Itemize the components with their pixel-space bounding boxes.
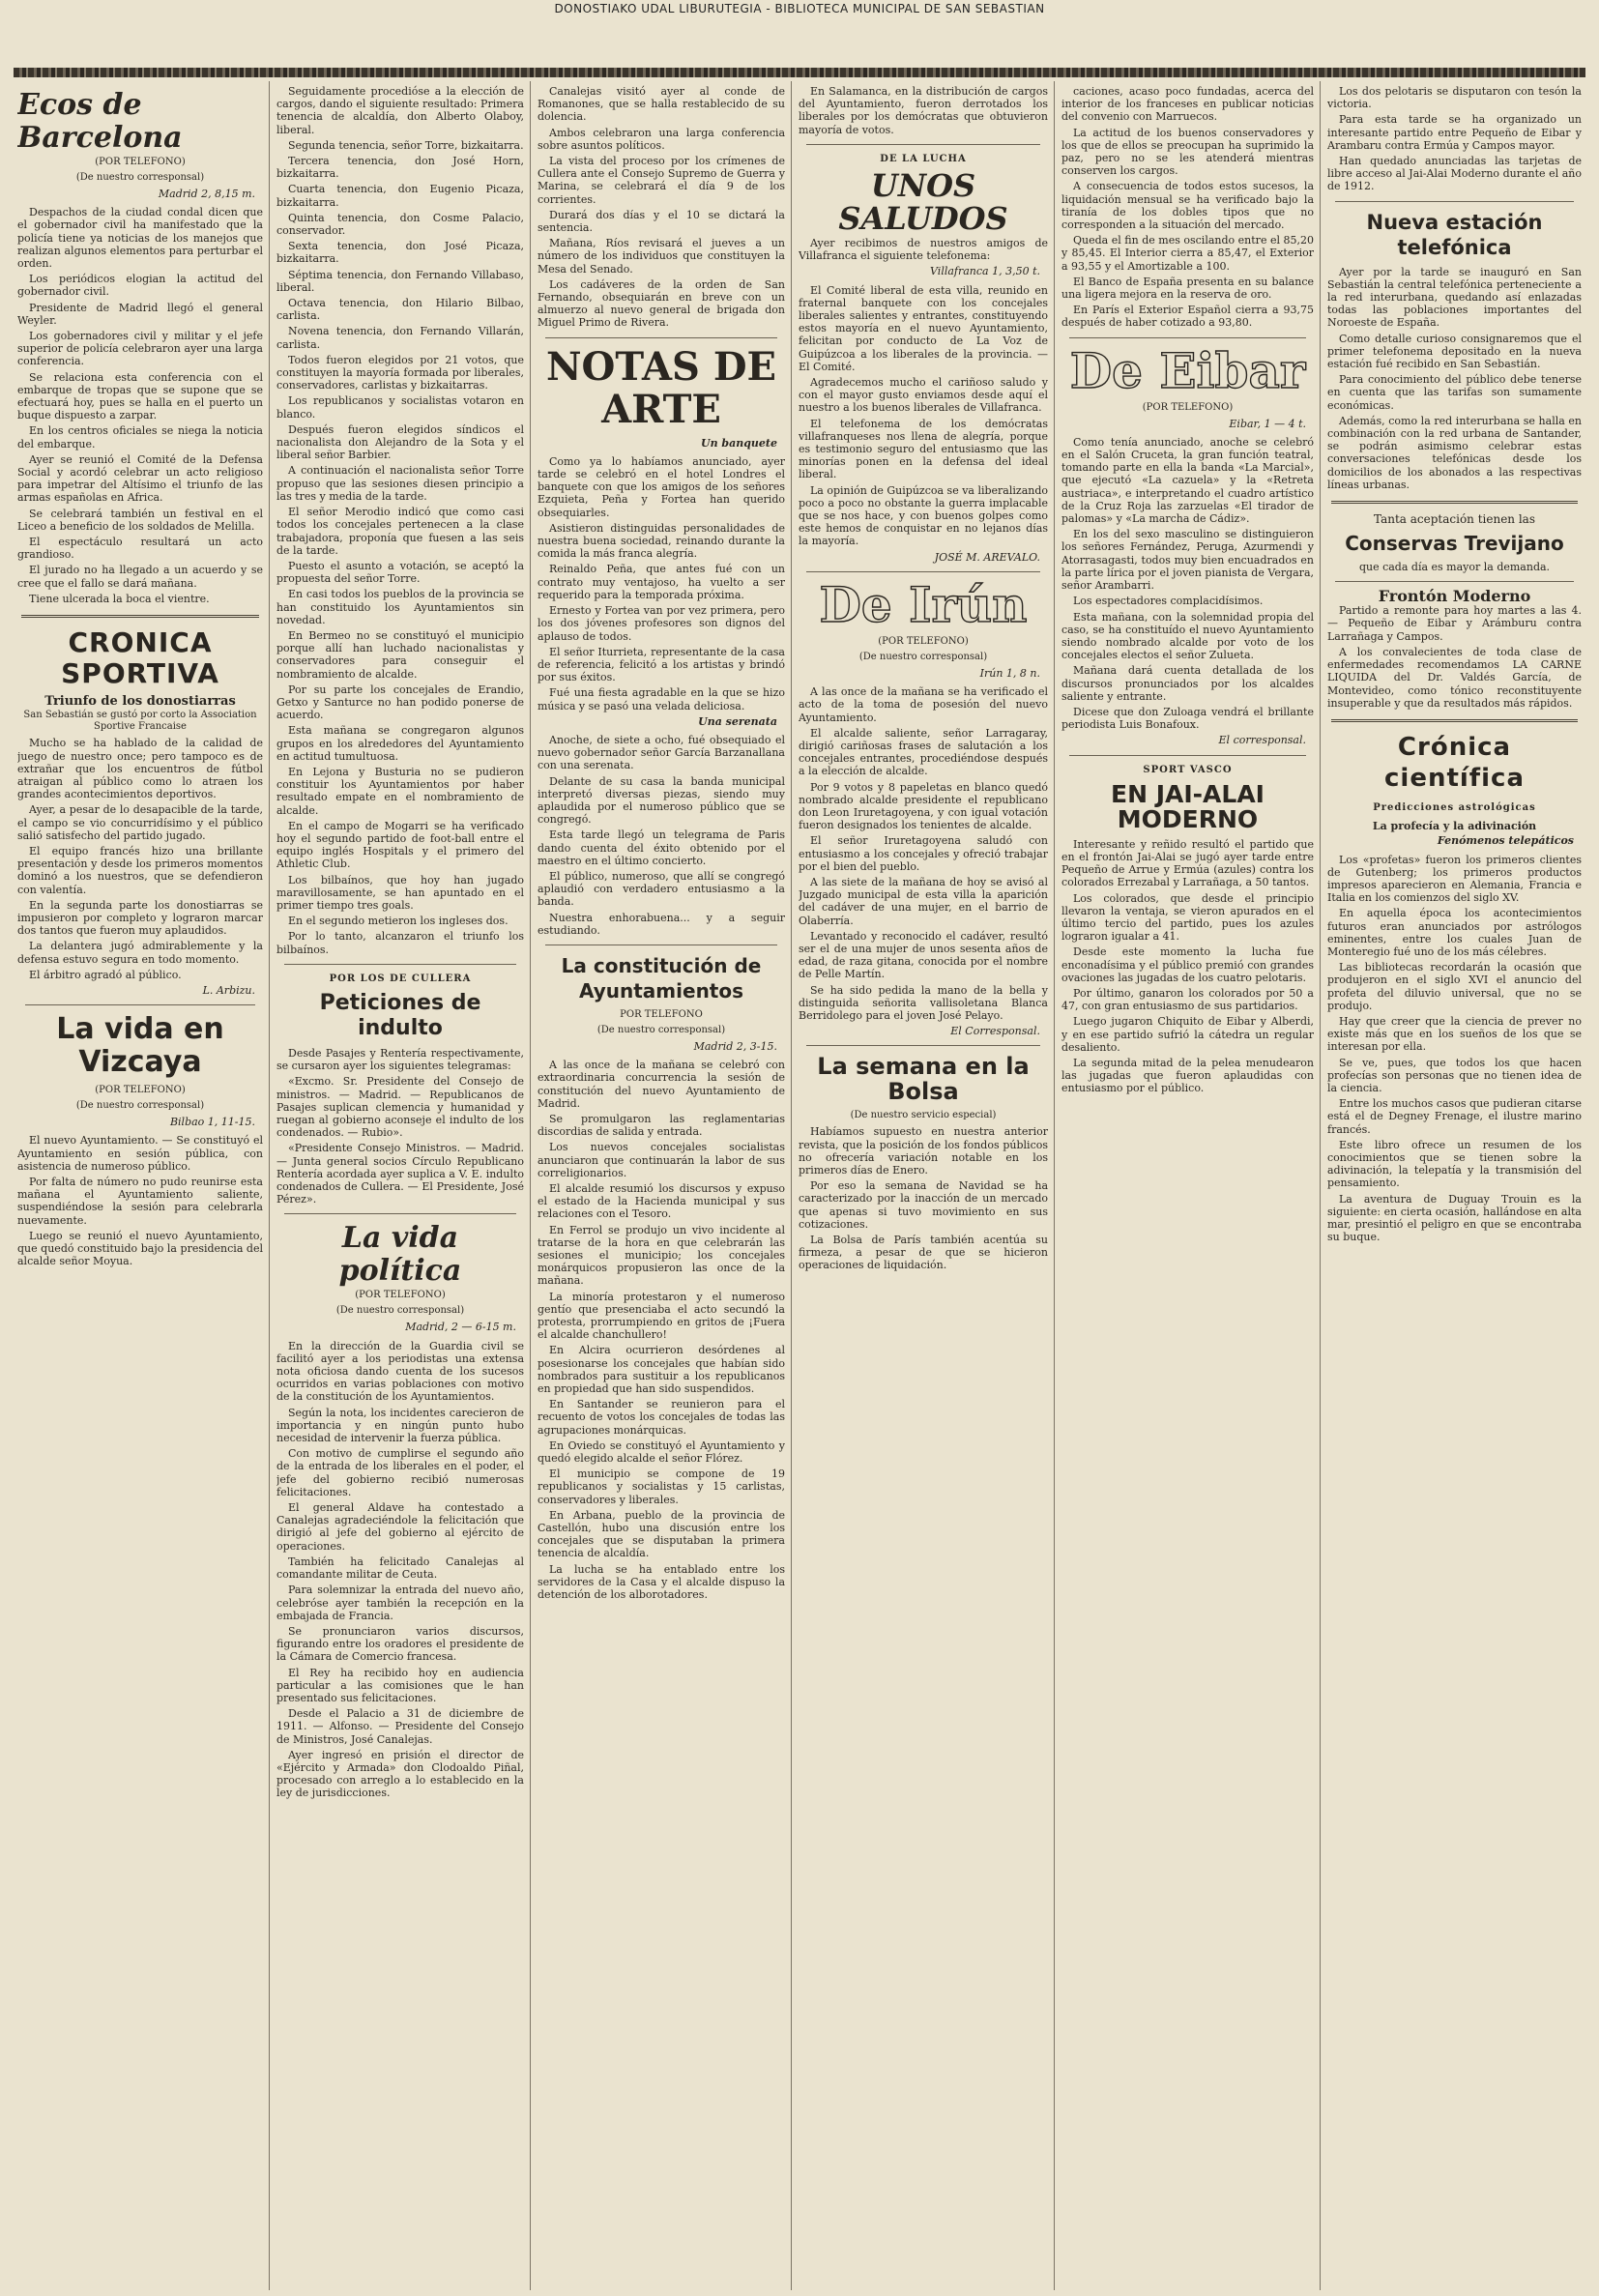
column-5 bbox=[1061, 85, 1314, 2289]
paragraph: Este libro ofrece un resumen de los conocimientos que se tienen sobre la adivinación, la telepatía y la transmisión del pensamiento. bbox=[1327, 1138, 1582, 1190]
paragraph: Ayer se reunió el Comité de la Defensa Social y acordó celebrar un acto religioso para impetrar del Altísimo el triunfo de las armas españolas en Africa. bbox=[17, 452, 263, 505]
paragraph: En casi todos los pueblos de la provincia se han constituido los Ayuntamientos sin novedad. bbox=[276, 588, 524, 626]
ad-kicker: Tanta aceptación tienen las bbox=[1374, 512, 1535, 527]
paragraph: Durará dos días y el 10 se dictará la sentencia. bbox=[538, 208, 785, 235]
paragraph: El Comité liberal de esta villa, reunido en fraternal banquete con los concejales liberales salientes y entrantes, constituyendo estos mayoría en el nuevo Ayuntamiento, felicitan por conducto de La Voz de Guipúzcoa a los liberales de la provincia. — El Comité. bbox=[799, 283, 1048, 373]
paragraph: Ernesto y Fortea van por vez primera, pero los dos jóvenes profesores son dignos del aplauso de todos. bbox=[538, 604, 785, 643]
paragraph: Presidente de Madrid llegó el general Weyler. bbox=[17, 301, 263, 327]
paragraph: Se ha sido pedida la mano de la bella y distinguida señorita vallisoletana Blanca Berridolego para el joven José Pelayo. bbox=[799, 983, 1048, 1022]
paragraph: Mucho se ha hablado de la calidad de juego de nuestro once; pero tampoco es de extrañar que los encuentros de fútbol atraigan al público como lo atraen los grandes acontecimientos deportivos. bbox=[17, 737, 263, 801]
section-title: Nueva estación telefónica bbox=[1366, 210, 1543, 259]
paragraph: Por eso la semana de Navidad se ha caracterizado por la inacción de un mercado que apenas si tuvo movimiento en sus cotizaciones. bbox=[799, 1179, 1048, 1231]
paragraph: La minoría protestaron y el numeroso gentío que presenciaba el acto secundó la protesta, prorrumpiendo en gritos de ¡Fuera el alcalde chanchullero! bbox=[538, 1290, 785, 1342]
paragraph: La segunda mitad de la pelea menudearon las jugadas que fueron aplaudidas con entusiasmo por el público. bbox=[1061, 1056, 1314, 1095]
divider bbox=[25, 1004, 255, 1005]
paragraph: Como tenía anunciado, anoche se celebró en el Salón Cruceta, la gran función teatral, tomando parte en ella la banda «La Marcial», que ejecutó «La cazuela» y la «Retreta austriaca», e interpretando el cuadro artístico de la Cruz Roja las zarzuelas «El tirador de palomas» y «La marcha de Cádiz». bbox=[1061, 435, 1314, 526]
paragraph: A las once de la mañana se ha verificado el acto de la toma de posesión del nuevo Ayuntamiento. bbox=[799, 685, 1048, 724]
paragraph: El municipio se compone de 19 republicanos y socialistas y 15 carlistas, conservadores y liberales. bbox=[538, 1468, 785, 1506]
paragraph: En Ferrol se produjo un vivo incidente al tratarse de la hora en que celebrarán las sesiones el municipio; los concejales monárquicos propusieron las once de la mañana. bbox=[538, 1223, 785, 1288]
section-title: Frontón Moderno bbox=[1378, 587, 1531, 606]
paragraph: La vista del proceso por los crímenes de Cullera ante el Consejo Supremo de Guerra y Marina, se celebrará el día 9 de los corrientes. bbox=[538, 155, 785, 206]
paragraph: Mañana dará cuenta detallada de los discursos pronunciados por los alcaldes saliente y entrante. bbox=[1061, 664, 1314, 703]
paragraph: El equipo francés hizo una brillante presentación y desde los primeros momentos dominó a los nuestros, que se defendieron con valentía. bbox=[17, 844, 263, 896]
byline-2: (De nuestro corresponsal) bbox=[75, 1100, 205, 1112]
section-kicker: POR LOS DE CULLERA bbox=[329, 973, 472, 984]
byline-2: (De nuestro corresponsal) bbox=[858, 651, 988, 662]
divider bbox=[1069, 755, 1306, 756]
section-title: EN JAI-ALAI MODERNO bbox=[1111, 779, 1265, 833]
paragraph: Como ya lo habíamos anunciado, ayer tarde se celebró en el hotel Londres el banquete con que los amigos de los señores Ezquieta, Peña y Fortea han querido obsequiarles. bbox=[538, 454, 785, 519]
paragraph: Nuestra enhorabuena... y a seguir estudiando. bbox=[538, 911, 785, 937]
paragraph: Asistieron distinguidas personalidades de nuestra buena sociedad, reinando durante la comida la más franca alegría. bbox=[538, 521, 785, 561]
paragraph: Hay que creer que la ciencia de prever no existe más que en los sueños de los que se interesan por ella. bbox=[1327, 1014, 1582, 1054]
dateline: Eibar, 1 — 4 t. bbox=[1229, 417, 1306, 430]
signature: L. Arbizu. bbox=[202, 983, 255, 997]
paragraph: A las siete de la mañana de hoy se avisó al Juzgado municipal de esta villa la aparición del cadáver de una mujer, en el barrio de Olaberría. bbox=[799, 875, 1048, 927]
paragraph: La actitud de los buenos conservadores y los que de ellos se preocupan ha suprimido la paz, pero no se les atenderá mientras conserven los cargos. bbox=[1061, 126, 1314, 178]
byline-2: (De nuestro corresponsal) bbox=[75, 172, 205, 183]
paragraph: El Banco de España presenta en su balance una ligera mejora en la reserva de oro. bbox=[1061, 275, 1314, 302]
paragraph: Para solemnizar la entrada del nuevo año, celebróse ayer también la recepción en la embajada de Francia. bbox=[276, 1584, 524, 1622]
section-subtitle-2: San Sebastián se gustó por corto la Association Sportive Francaise bbox=[23, 710, 257, 733]
paragraph: Anoche, de siete a ocho, fué obsequiado el nuevo gobernador señor García Barzanallana con una serenata. bbox=[538, 733, 785, 772]
paragraph: Se ve, pues, que todos los que hacen profecías son personas que no tienen idea de la ciencia. bbox=[1327, 1056, 1582, 1094]
signature: El Corresponsal. bbox=[950, 1025, 1040, 1038]
paragraph: Sexta tenencia, don José Picaza, bizkaitarra. bbox=[276, 240, 524, 266]
paragraph: Los cadáveres de la orden de San Fernando, obsequiarán en breve con un almuerzo al nuevo general de brigada don Miguel Primo de Rivera. bbox=[538, 277, 785, 330]
column-2 bbox=[276, 85, 524, 2289]
article-title: Ecos de Barcelona bbox=[17, 88, 183, 155]
column-1 bbox=[17, 85, 263, 2289]
paragraph: En los del sexo masculino se distinguieron los señores Fernández, Peruga, Azurmendi y Atorrasagasti, todos muy bien encuadrados en la parte lírica por el joven pianista de Vergara, señor Arambarri. bbox=[1061, 528, 1314, 593]
paragraph: En Santander se reunieron para el recuento de votos los concejales de todas las agrupaciones monárquicas. bbox=[538, 1398, 785, 1437]
paragraph: Tiene ulcerada la boca el vientre. bbox=[29, 592, 210, 605]
section-title: La constitución de Ayuntamientos bbox=[561, 953, 762, 1003]
paragraph: Ayer ingresó en prisión el director de «Ejército y Armada» don Clodoaldo Piñal, procesado con arreglo a lo establecido en la ley de jurisdicciones. bbox=[276, 1748, 524, 1800]
paragraph: En Bermeo no se constituyó el municipio porque allí han luchado nacionalistas y conservadores para conseguir el nombramiento de alcalde. bbox=[276, 628, 524, 681]
dateline: Villafranca 1, 3,50 t. bbox=[930, 265, 1040, 278]
signature: JOSÉ M. AREVALO. bbox=[934, 550, 1040, 564]
paragraph: Levantado y reconocido el cadáver, resultó ser el de una mujer de unos sesenta años de edad, de raza gitana, conocida por el nombre de Pelle Martín. bbox=[799, 929, 1048, 981]
section-divider bbox=[1331, 719, 1578, 722]
divider bbox=[1335, 581, 1574, 582]
paragraph: Por último, ganaron los colorados por 50 a 47, con gran entusiasmo de sus partidarios. bbox=[1061, 986, 1314, 1013]
paragraph: Además, como la red interurbana se halla en combinación con la red urbana de Santander, se podrán asimismo celebrar estas conversaciones telefónicas desde los domicilios de los abonados a las respectivas líneas urbanas. bbox=[1327, 414, 1582, 491]
section-title: La vida en Vizcaya bbox=[56, 1012, 224, 1080]
paragraph: Entre los muchos casos que pudieran citarse está el de Degney Frenage, el ilustre marino francés. bbox=[1327, 1097, 1582, 1136]
paragraph: Los gobernadores civil y militar y el jefe superior de policía celebraron ayer una larga conferencia. bbox=[17, 330, 263, 368]
section-title: NOTAS DE ARTE bbox=[545, 343, 776, 432]
divider bbox=[806, 1045, 1040, 1046]
paragraph: Las bibliotecas recordarán la ocasión que produjeron en el siglo XVI el anuncio del profeta del diluvio universal, que no se produjo. bbox=[1327, 961, 1582, 1012]
paragraph: El telefonema de los demócratas villafranqueses nos llena de alegría, porque es testimonio seguro del entusiasmo que las minorías ponen en la defensa del ideal liberal. bbox=[799, 417, 1048, 481]
paragraph: En aquella época los acontecimientos futuros eran anunciados por astrólogos eminentes, entre los cuales Juan de Monteregio fué uno de los más célebres. bbox=[1327, 907, 1582, 958]
paragraph: Ayer recibimos de nuestros amigos de Villafranca el siguiente telefonema: bbox=[799, 237, 1048, 263]
paragraph: Los bilbaínos, que hoy han jugado maravillosamente, se han apuntado en el primer tiempo tres goals. bbox=[276, 873, 524, 912]
section-divider bbox=[21, 615, 259, 618]
paragraph: Octava tenencia, don Hilario Bilbao, carlista. bbox=[276, 297, 524, 323]
paragraph: Desde Pasajes y Rentería respectivamente, se cursaron ayer los siguientes telegramas: bbox=[276, 1047, 524, 1073]
paragraph: El nuevo Ayuntamiento. — Se constituyó el Ayuntamiento en sesión pública, con asistencia de numeroso público. bbox=[17, 1134, 263, 1173]
section-divider bbox=[1331, 501, 1578, 504]
paragraph: Para esta tarde se ha organizado un interesante partido entre Pequeño de Eibar y Arambaru contra Ermúa y Campos mayor. bbox=[1327, 113, 1582, 152]
paragraph: Quinta tenencia, don Cosme Palacio, conservador. bbox=[276, 211, 524, 238]
paragraph: Se relaciona esta conferencia con el embarque de tropas que se supone que se efectuará hoy, pues se halla en el puerto un buque dispuesto a zarpar. bbox=[17, 370, 263, 422]
paragraph: Según la nota, los incidentes carecieron de importancia y en ningún punto hubo necesidad de intervenir la fuerza pública. bbox=[276, 1406, 524, 1445]
paragraph: El alcalde saliente, señor Larragaray, dirigió cariñosas frases de salutación a los concejales entrantes, procediéndose después a la elección de alcalde. bbox=[799, 726, 1048, 778]
paragraph: Seguidamente procedióse a la elección de cargos, dando el siguiente resultado: Primera tenencia de alcaldía, don Alberto Olaboy, liberal. bbox=[276, 85, 524, 136]
masthead-rule bbox=[14, 68, 1585, 77]
paragraph: Séptima tenencia, don Fernando Villabaso, liberal. bbox=[276, 268, 524, 294]
paragraph: Agradecemos mucho el cariñoso saludo y con el mayor gusto enviamos desde aquí el nuestro a los buenos liberales de Villafranca. bbox=[799, 376, 1048, 415]
byline-2: (De nuestro corresponsal) bbox=[335, 1305, 465, 1317]
section-title: Crónica científica bbox=[1384, 732, 1525, 793]
paragraph: «Excmo. Sr. Presidente del Consejo de ministros. — Madrid. — Republicanos de Pasajes suplican clemencia y humanidad y ruegan al gobierno aconseje el indulto de los condenados. — Rubio». bbox=[276, 1075, 524, 1140]
paragraph: Después fueron elegidos síndicos el nacionalista don Alejandro de la Sota y el liberal señor Barbier. bbox=[276, 422, 524, 462]
paragraph: Por 9 votos y 8 papeletas en blanco quedó nombrado alcalde presidente el republicano don Leon Iruretagoyena, y con igual votación fueron designados los tenientes de alcalde. bbox=[799, 780, 1048, 832]
paragraph: El jurado no ha llegado a un acuerdo y se cree que el fallo se dará mañana. bbox=[17, 564, 263, 590]
paragraph: Para conocimiento del público debe tenerse en cuenta que las tarifas son sumamente económicas. bbox=[1327, 373, 1582, 412]
paragraph: El alcalde resumió los discursos y expuso el estado de la Hacienda municipal y sus relaciones con el Tesoro. bbox=[538, 1182, 785, 1221]
section-title: De Irún bbox=[819, 575, 1028, 633]
paragraph: Habíamos supuesto en nuestra anterior revista, que la posición de los fondos públicos no ofrecería variación notable en los primeros días de Enero. bbox=[799, 1125, 1048, 1177]
paragraph: El señor Iturrieta, representante de la casa de referencia, felicitó a los artistas y brindó por sus éxitos. bbox=[538, 645, 785, 684]
paragraph: A los convalecientes de toda clase de enfermedades recomendamos LA CARNE LIQUIDA del Dr. Valdés García, de Montevideo, como tónico reconstituyente insuperable y que da resultados más rápidos. bbox=[1327, 645, 1582, 710]
column-rule bbox=[269, 81, 270, 2290]
paragraph: Ayer, a pesar de lo desapacible de la tarde, el campo se vio concurridísimo y el público salió satisfecho del partido jugado. bbox=[17, 803, 263, 842]
section-title: De Eibar bbox=[1069, 341, 1306, 399]
paragraph: Luego jugaron Chiquito de Eibar y Alberdi, y en ese partido sufrió la cátedra un regular desaliento. bbox=[1061, 1015, 1314, 1054]
paragraph: La Bolsa de París también acentúa su firmeza, a pesar de que se hicieron operaciones de liquidación. bbox=[799, 1234, 1048, 1272]
section-title: UNOS SALUDOS bbox=[838, 167, 1008, 238]
section-kicker: SPORT VASCO bbox=[1143, 764, 1233, 775]
paragraph: En Oviedo se constituyó el Ayuntamiento y quedó elegido alcalde el señor Flórez. bbox=[538, 1439, 785, 1466]
divider bbox=[284, 964, 516, 965]
divider bbox=[806, 144, 1040, 145]
byline: (POR TELEFONO) bbox=[1142, 401, 1234, 413]
paragraph: Los dos pelotaris se disputaron con tesón la victoria. bbox=[1327, 85, 1582, 111]
column-rule bbox=[791, 81, 792, 2290]
ad-title: Conservas Trevijano bbox=[1345, 532, 1564, 556]
column-6 bbox=[1327, 85, 1582, 2289]
paragraph: Reinaldo Peña, que antes fué con un contrato muy ventajoso, ha vuelto a ser requerido para la temporada próxima. bbox=[538, 563, 785, 601]
paragraph: Los espectadores complacidísimos. bbox=[1073, 595, 1264, 608]
paragraph: Desde el Palacio a 31 de diciembre de 1911. — Alfonso. — Presidente del Consejo de Ministros, José Canalejas. bbox=[276, 1707, 524, 1746]
paragraph: A las once de la mañana se celebró con extraordinaria concurrencia la sesión de constitución del nuevo Ayuntamiento de Madrid. bbox=[538, 1059, 785, 1110]
paragraph: Esta mañana, con la solemnidad propia del caso, se ha constituído el nuevo Ayuntamiento siendo nombrado alcalde por voto de los concejales electos el señor Zulueta. bbox=[1061, 610, 1314, 662]
byline: (POR TELEFONO) bbox=[355, 1290, 446, 1301]
paragraph: El Rey ha recibido hoy en audiencia particular a las comisiones que le han presentado sus felicitaciones. bbox=[276, 1666, 524, 1704]
paragraph: Esta mañana se congregaron algunos grupos en los alrededores del Ayuntamiento en actitud tumultuosa. bbox=[276, 724, 524, 763]
paragraph: El señor Iruretagoyena saludó con entusiasmo a los concejales y ofreció trabajar por el bien del pueblo. bbox=[799, 834, 1048, 873]
column-rule bbox=[1054, 81, 1055, 2290]
paragraph: La opinión de Guipúzcoa se va liberalizando poco a poco no obstante la guerra implacable que se nos hace, y con buenos golpes como este hemos de conquistar en no lejanos días la mayoría. bbox=[799, 483, 1048, 548]
paragraph: Por lo tanto, alcanzaron el triunfo los bilbaínos. bbox=[276, 930, 524, 956]
section-kicker: Predicciones astrológicas bbox=[1373, 801, 1536, 813]
paragraph: Los nuevos concejales socialistas anunciaron que continuarán la labor de sus correligionarios. bbox=[538, 1141, 785, 1179]
paragraph: Ambos celebraron una larga conferencia sobre asuntos políticos. bbox=[538, 126, 785, 152]
signature: El corresponsal. bbox=[1218, 734, 1306, 747]
byline: (POR TELEFONO) bbox=[95, 1085, 186, 1096]
paragraph: Se celebrará también un festival en el Liceo a beneficio de los soldados de Melilla. bbox=[17, 507, 263, 533]
column-4 bbox=[799, 85, 1048, 2289]
paragraph: Todos fueron elegidos por 21 votos, que constituyen la mayoría formada por liberales, conservadores, carlistas y bizkaitarras. bbox=[276, 353, 524, 392]
paragraph: En Alcira ocurrieron desórdenes al posesionarse los concejales que habían sido nombrados para sustituir a los republicanos en propiedad que han sido suspendidos. bbox=[538, 1344, 785, 1396]
paragraph: La lucha se ha entablado entre los servidores de la Casa y el alcalde dispuso la detención de los alborotadores. bbox=[538, 1562, 785, 1602]
paragraph: En el campo de Mogarri se ha verificado hoy el segundo partido de foot-ball entre el equipo inglés Hospitals y el primero del Athletic Club. bbox=[276, 819, 524, 871]
paragraph: Interesante y reñido resultó el partido que en el frontón Jai-Alai se jugó ayer tarde entre Pequeño de Arrue y Ermúa (azules) contra los colorados Errezabal y Larrañaga, a 50 tantos. bbox=[1061, 837, 1314, 889]
paragraph: También ha felicitado Canalejas al comandante militar de Ceuta. bbox=[276, 1555, 524, 1582]
column-3 bbox=[538, 85, 785, 2289]
paragraph: «Presidente Consejo Ministros. — Madrid. — Junta general socios Círculo Republicano Rentería acordada ayer suplica a V. E. indulto condenados de Cullera. — El Presidente, José Pérez». bbox=[276, 1142, 524, 1206]
paragraph: Despachos de la ciudad condal dicen que el gobernador civil ha manifestado que la policía tiene ya noticias de los manejos que realizan algunos elementos para perturbar el orden. bbox=[17, 206, 263, 271]
paragraph: En el segundo metieron los ingleses dos. bbox=[288, 915, 509, 928]
section-subtitle: Un banquete bbox=[700, 436, 777, 450]
byline: POR TELEFONO bbox=[620, 1008, 703, 1020]
section-title: Peticiones de indulto bbox=[319, 991, 481, 1040]
paragraph: A continuación el nacionalista señor Torre propuso que las sesiones diesen principio a las tres y media de la tarde. bbox=[276, 464, 524, 503]
ad-line: que cada día es mayor la demanda. bbox=[1358, 561, 1551, 574]
paragraph: Novena tenencia, don Fernando Villarán, carlista. bbox=[276, 325, 524, 351]
paragraph: El público, numeroso, que allí se congregó aplaudió con verdadero entusiasmo a la banda. bbox=[538, 869, 785, 909]
archive-header: DONOSTIAKO UDAL LIBURUTEGIA - BIBLIOTECA MUNICIPAL DE SAN SEBASTIAN bbox=[554, 2, 1045, 15]
paragraph: Por falta de número no pudo reunirse esta mañana el Ayuntamiento saliente, suspendiéndose la sesión para celebrarla nuevamente. bbox=[17, 1175, 263, 1227]
section-subtitle: Triunfo de los donostiarras bbox=[44, 694, 236, 710]
dateline: Madrid, 2 — 6-15 m. bbox=[405, 1321, 516, 1334]
paragraph: La aventura de Duguay Trouin es la siguiente: en cierta ocasión, hallándose en alta mar, presintió el peligro en que se encontraba su buque. bbox=[1327, 1192, 1582, 1244]
divider bbox=[1335, 201, 1574, 202]
paragraph: Los republicanos y socialistas votaron en blanco. bbox=[276, 394, 524, 421]
paragraph: En Salamanca, en la distribución de cargos del Ayuntamiento, fueron derrotados los liberales por los demócratas que obtuvieron mayoría de votos. bbox=[799, 85, 1048, 136]
paragraph: Se promulgaron las reglamentarias discordias de salida y entrada. bbox=[538, 1112, 785, 1139]
paragraph: caciones, acaso poco fundadas, acerca del interior de los franceses en publicar noticias del convenio con Marruecos. bbox=[1061, 85, 1314, 124]
paragraph: En la dirección de la Guardia civil se facilitó ayer a los periodistas una extensa nota oficiosa dando cuenta de los sucesos ocurridos en varias poblaciones con motivo de la constitución de los Ayuntamientos. bbox=[276, 1339, 524, 1404]
paragraph: Como detalle curioso consignaremos que el primer telefonema depositado en la nueva estación fué recibido en San Sebastián. bbox=[1327, 332, 1582, 371]
paragraph: Fué una fiesta agradable en la que se hizo música y se pasó una velada deliciosa. bbox=[538, 686, 785, 712]
paragraph: El general Aldave ha contestado a Canalejas agradeciéndole la felicitación que dirigió al jefe del gobierno al ejército de operaciones. bbox=[276, 1501, 524, 1553]
paragraph: El señor Merodio indicó que como casi todos los concejales pertenecen a la clase trabajadora, proponía que fuesen a las seis de la tarde. bbox=[276, 506, 524, 557]
paragraph: Se pronunciaron varios discursos, figurando entre los oradores el presidente de la Cámara de Comercio francesa. bbox=[276, 1624, 524, 1664]
dateline: Irún 1, 8 n. bbox=[979, 666, 1040, 680]
section-subtitle: Una serenata bbox=[698, 714, 777, 728]
section-title: La vida política bbox=[338, 1221, 462, 1289]
paragraph: Canalejas visitó ayer al conde de Romanones, que se halla restablecido de su dolencia. bbox=[538, 85, 785, 124]
section-subtitle-2: Fenómenos telepáticos bbox=[1437, 834, 1574, 848]
byline-2: (De nuestro corresponsal) bbox=[596, 1024, 726, 1035]
paragraph: El árbitro agradó al público. bbox=[29, 968, 182, 981]
paragraph: Con motivo de cumplirse el segundo año de la entrada de los liberales en el poder, el jefe del gobierno recibió numerosas felicitaciones. bbox=[276, 1447, 524, 1498]
paragraph: Desde este momento la lucha fue enconadísima y el público premió con grandes ovaciones las jugadas de los cuatro pelotaris. bbox=[1061, 945, 1314, 984]
paragraph: Han quedado anunciadas las tarjetas de libre acceso al Jai-Alai Moderno durante el año de 1912. bbox=[1327, 155, 1582, 193]
paragraph: Mañana, Ríos revisará el jueves a un número de los individuos que constituyen la Mesa del Senado. bbox=[538, 237, 785, 276]
byline: (POR TELEFONO) bbox=[95, 157, 186, 167]
dateline: Madrid 2, 8,15 m. bbox=[158, 188, 255, 200]
paragraph: Los «profetas» fueron los primeros clientes de Gutenberg; los primeros productos impresos aparecieron en Alemania, Francia e Italia en los comienzos del siglo XV. bbox=[1327, 853, 1582, 905]
paragraph: Tercera tenencia, don José Horn, bizkaitarra. bbox=[276, 155, 524, 181]
paragraph: Los colorados, que desde el principio llevaron la ventaja, se vieron apurados en el último tercio del partido, pues los azules lograron igualar a 41. bbox=[1061, 891, 1314, 944]
dateline: Bilbao 1, 11-15. bbox=[169, 1116, 255, 1129]
byline: (POR TELEFONO) bbox=[878, 635, 969, 647]
column-rule bbox=[1320, 81, 1321, 2290]
paragraph: Segunda tenencia, señor Torre, bizkaitarra. bbox=[288, 138, 524, 152]
divider bbox=[806, 571, 1040, 572]
paragraph: A consecuencia de todos estos sucesos, la liquidación mensual se ha verificado bajo la tiranía de los dobles tipos que no corresponden a la situación del mercado. bbox=[1061, 180, 1314, 232]
divider bbox=[1069, 337, 1306, 338]
divider bbox=[545, 337, 777, 338]
paragraph: En París el Exterior Español cierra a 93,75 después de haber cotizado a 93,80. bbox=[1061, 304, 1314, 330]
paragraph: Puesto el asunto a votación, se aceptó la propuesta del señor Torre. bbox=[276, 559, 524, 586]
section-title: La semana en la Bolsa bbox=[817, 1053, 1030, 1106]
paragraph: En Arbana, pueblo de la provincia de Castellón, hubo una discusión entre los concejales que se disputaban la primera tenencia de alcaldía. bbox=[538, 1508, 785, 1560]
paragraph: El espectáculo resultará un acto grandioso. bbox=[17, 536, 263, 562]
paragraph: Delante de su casa la banda municipal interpretó diversas piezas, siendo muy aplaudida por el numeroso público que se congregó. bbox=[538, 774, 785, 827]
paragraph: Los periódicos elogian la actitud del gobernador civil. bbox=[17, 273, 263, 299]
section-subtitle: La profecía y la adivinación bbox=[1372, 820, 1537, 833]
paragraph: La delantera jugó admirablemente y la defensa estuvo segura en todo momento. bbox=[17, 940, 263, 966]
paragraph: Por su parte los concejales de Erandio, Getxo y Santurce no han podido ponerse de acuerdo. bbox=[276, 683, 524, 722]
paragraph: En Lejona y Busturia no se pudieron constituir los Ayuntamientos por haber resultado empate en el nombramiento de alcalde. bbox=[276, 765, 524, 817]
paragraph: Queda el fin de mes oscilando entre el 85,20 y 85,45. El Interior cierra a 85,47, el Exterior a 93,55 y el Amortizable a 100. bbox=[1061, 234, 1314, 273]
section-title: CRONICA SPORTIVA bbox=[61, 626, 219, 690]
dateline: Madrid 2, 3-15. bbox=[693, 1039, 777, 1053]
column-rule bbox=[530, 81, 531, 2290]
divider bbox=[284, 1213, 516, 1214]
paragraph: Dicese que don Zuloaga vendrá el brillante periodista Luis Bonafoux. bbox=[1061, 705, 1314, 732]
paragraph: Cuarta tenencia, don Eugenio Picaza, bizkaitarra. bbox=[276, 183, 524, 209]
section-kicker: DE LA LUCHA bbox=[880, 153, 967, 164]
paragraph: Luego se reunió el nuevo Ayuntamiento, que quedó constituido bajo la presidencia del alcalde señor Moyua. bbox=[17, 1229, 263, 1268]
paragraph: Esta tarde llegó un telegrama de Paris dando cuenta del éxito obtenido por el maestro en el último concierto. bbox=[538, 828, 785, 867]
paragraph: Partido a remonte para hoy martes a las 4. — Pequeño de Eibar y Arámburu contra Larrañaga y Campos. bbox=[1327, 604, 1582, 643]
paragraph: En la segunda parte los donostiarras se impusieron por completo y lograron marcar dos tantos que fueron muy aplaudidos. bbox=[17, 898, 263, 938]
section-subtitle: (De nuestro servicio especial) bbox=[850, 1110, 997, 1121]
paragraph: Ayer por la tarde se inauguró en San Sebastián la central telefónica perteneciente a la red interurbana, quedando así enlazadas todas las poblaciones importantes del Noroeste de España. bbox=[1327, 265, 1582, 330]
paragraph: En los centros oficiales se niega la noticia del embarque. bbox=[17, 424, 263, 450]
